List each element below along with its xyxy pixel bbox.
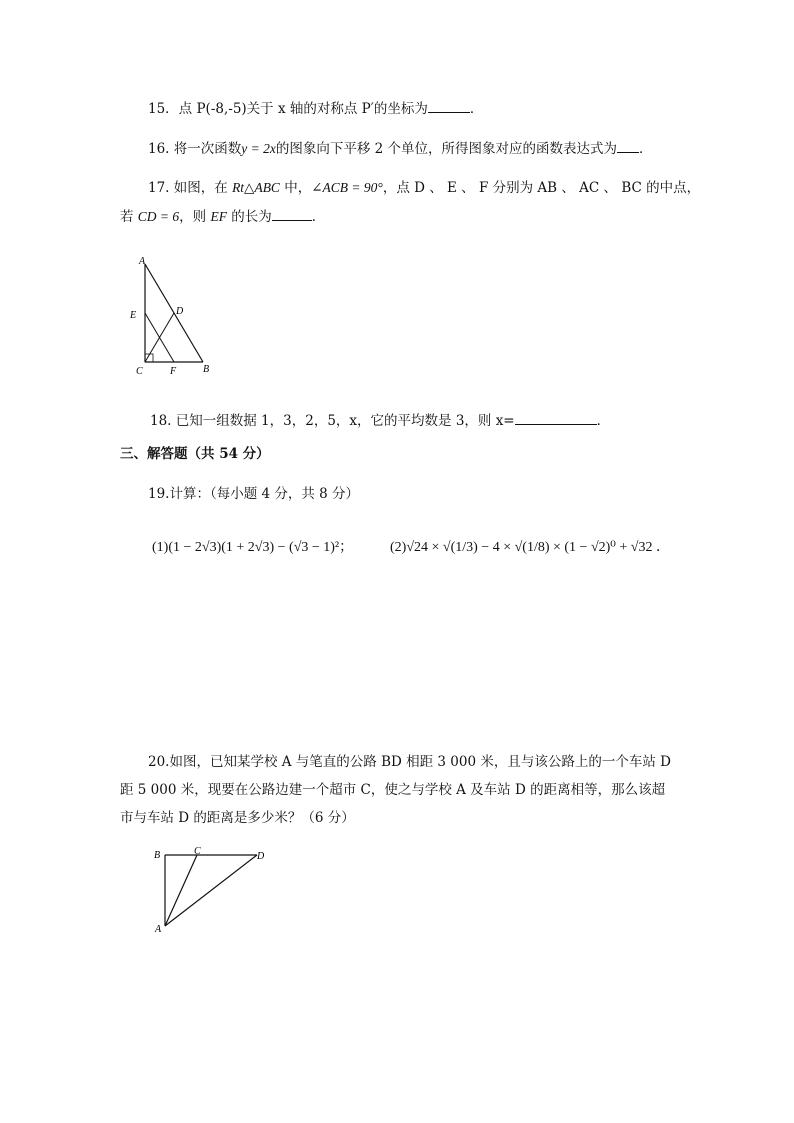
question-20-line1: 20.如图，已知某学校 A 与笔直的公路 BD 相距 3 000 米，且与该公路上的一个车站 D bbox=[148, 754, 671, 770]
q18-answer-blank[interactable] bbox=[515, 410, 597, 425]
q16-post: 的图象向下平移 2 个单位，所得图象对应的函数表达式为 bbox=[275, 141, 618, 157]
q17-answer-blank[interactable] bbox=[272, 206, 312, 221]
q18-text: 18. 已知一组数据 1，3，2，5，x，它的平均数是 3，则 x= bbox=[150, 413, 515, 429]
question-20-line2: 距 5 000 米，现要在公路边建一个超市 C，使之与学校 A 及车站 D 的距离相等，那么该超 bbox=[120, 782, 666, 798]
q18-end: ． bbox=[596, 413, 611, 429]
q17-triangle: Rt△ABC bbox=[232, 180, 280, 195]
q17-triangle-figure bbox=[125, 252, 220, 382]
label-F: F bbox=[170, 366, 177, 377]
q16-pre: 16. 将一次函数 bbox=[148, 141, 242, 157]
q16-end: ． bbox=[639, 141, 653, 157]
q15-text: 15．点 P(-8,-5)关于 x 轴的对称点 P′的坐标为 bbox=[148, 101, 428, 117]
q17-angle: ∠ACB = 90° bbox=[311, 180, 383, 195]
label-A: A bbox=[139, 256, 146, 267]
q17-end: ． bbox=[311, 209, 326, 225]
q19-part2: (2)√24 × √(1/3) − 4 × √(1/8) × (1 − √2)⁰ + √32 ． bbox=[390, 540, 670, 555]
q15-end: ． bbox=[469, 101, 484, 117]
question-16 bbox=[148, 138, 653, 159]
question-20-line3: 市与车站 D 的距离是多少米？（6 分） bbox=[120, 810, 355, 826]
question-17-line2 bbox=[120, 206, 325, 227]
label-B: B bbox=[154, 850, 161, 861]
question-19-title: 19.计算：（每小题 4 分，共 8 分） bbox=[148, 486, 360, 502]
label-C: C bbox=[194, 846, 201, 857]
label-A: A bbox=[155, 924, 162, 935]
q17-ef: EF bbox=[210, 209, 227, 224]
label-D: D bbox=[257, 851, 265, 862]
question-15 bbox=[148, 98, 483, 119]
question-18 bbox=[150, 410, 610, 431]
q16-expression: y = 2x bbox=[241, 141, 276, 156]
label-D: D bbox=[176, 306, 184, 317]
q17-line2-pre: 若 bbox=[120, 209, 138, 225]
q20-triangle-figure bbox=[150, 842, 280, 937]
q17-line2-mid: ，则 bbox=[179, 209, 211, 225]
label-C: C bbox=[136, 366, 143, 377]
q17-line1-post: ，点 D 、 E 、 F 分别为 AB 、 AC 、 BC 的中点， bbox=[382, 180, 701, 196]
q16-answer-blank[interactable] bbox=[617, 138, 639, 153]
q17-pre: 17. 如图，在 bbox=[148, 180, 233, 196]
question-17-line1 bbox=[148, 178, 700, 198]
label-B: B bbox=[203, 364, 210, 375]
q17-mid: 中， bbox=[279, 180, 312, 196]
label-E: E bbox=[130, 310, 137, 321]
q17-cd: CD = 6 bbox=[137, 209, 180, 224]
q15-answer-blank[interactable] bbox=[428, 98, 470, 113]
section-3-title: 三、解答题（共 54 分） bbox=[120, 446, 270, 462]
q19-part1: (1)(1 − 2√3)(1 + 2√3) − (√3 − 1)²； bbox=[152, 540, 354, 555]
q17-line2-post: 的长为 bbox=[226, 209, 272, 225]
